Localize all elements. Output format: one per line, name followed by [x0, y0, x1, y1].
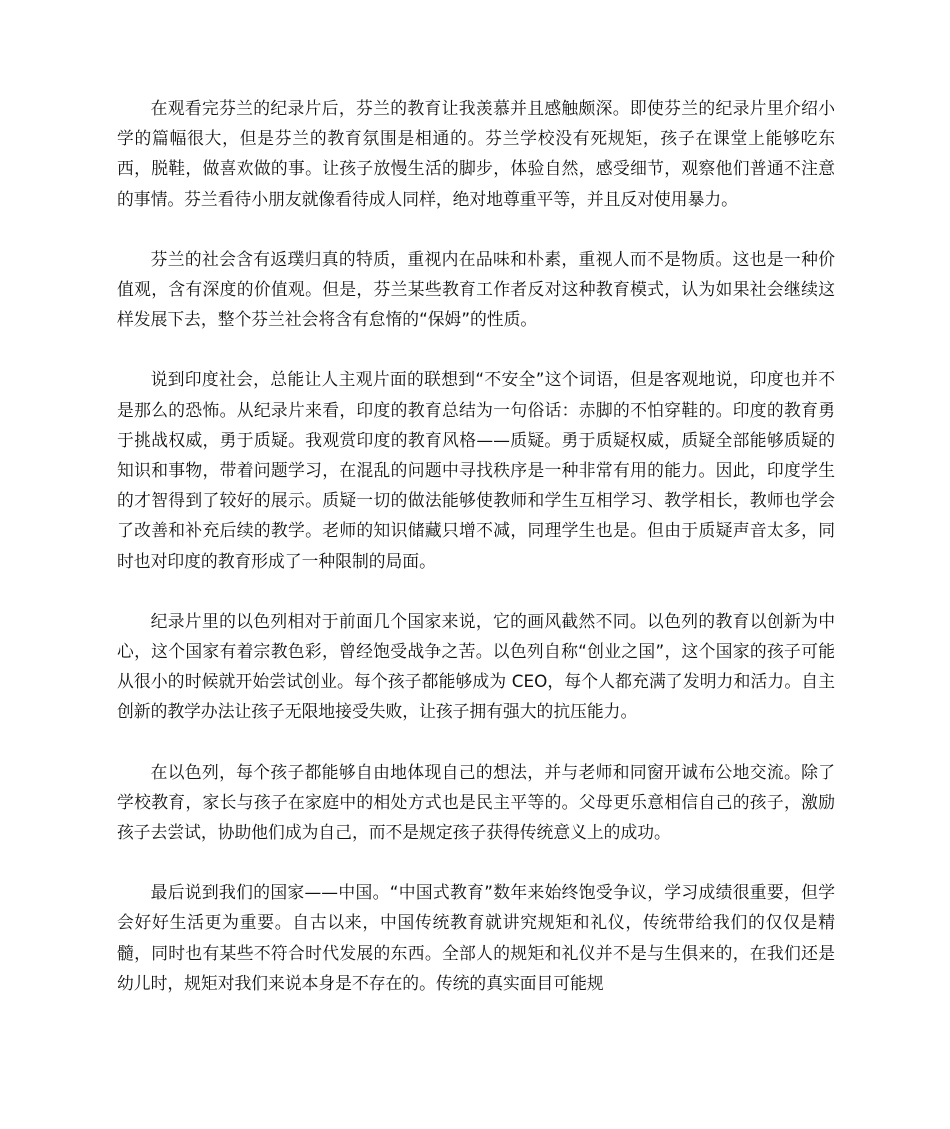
- paragraph-finland-education: 在观看完芬兰的纪录片后，芬兰的教育让我羡慕并且感触颇深。即使芬兰的纪录片里介绍小学的篇幅很大，但是芬兰的教育氛围是相通的。芬兰学校没有死规矩，孩子在课堂上能够吃东西，脱鞋，做喜欢做的事。让孩子放慢生活的脚步，体验自然，感受细节，观察他们普通不注意的事情。芬兰看待小朋友就像看待成人同样，绝对地尊重平等，并且反对使用暴力。: [117, 98, 835, 209]
- paragraph-india-education: 说到印度社会，总能让人主观片面的联想到“不安全”这个词语，但是客观地说，印度也并不是那么的恐怖。从纪录片来看，印度的教育总结为一句俗话：赤脚的不怕穿鞋的。印度的教育勇于挑战权威，勇于质疑。我观赏印度的教育风格——质疑。勇于质疑权威，质疑全部能够质疑的知识和事物，带着问题学习，在混乱的问题中寻找秩序是一种非常有用的能力。因此，印度学生的才智得到了较好的展示。质疑一切的做法能够使教师和学生互相学习、教学相长，教师也学会了改善和补充后续的教学。老师的知识储藏只增不减，同理学生也是。但由于质疑声音太多，同时也对印度的教育形成了一种限制的局面。: [117, 369, 835, 571]
- document-page: [117, 93, 835, 1028]
- paragraph-israel-education: 纪录片里的以色列相对于前面几个国家来说，它的画风截然不同。以色列的教育以创新为中心，这个国家有着宗教色彩，曾经饱受战争之苦。以色列自称“创业之国”，这个国家的孩子可能从很小的时候就开始尝试创业。每个孩子都能够成为 CEO，每个人都充满了发明力和活力。自主创新的教学办法让孩子无限地接受失败，让孩子拥有强大的抗压能力。: [117, 610, 835, 722]
- paragraph-finland-society: 芬兰的社会含有返璞归真的特质，重视内在品味和朴素，重视人而不是物质。这也是一种价值观，含有深度的价值观。但是，芬兰某些教育工作者反对这种教育模式，认为如果社会继续这样发展下去，整个芬兰社会将含有怠惰的“保姆”的性质。: [117, 248, 835, 330]
- paragraph-israel-family: 在以色列，每个孩子都能够自由地体现自己的想法，并与老师和同窗开诚布公地交流。除了学校教育，家长与孩子在家庭中的相处方式也是民主平等的。父母更乐意相信自己的孩子，激励孩子去尝试，协助他们成为自己，而不是规定孩子获得传统意义上的成功。: [117, 761, 835, 843]
- paragraph-china-education: 最后说到我们的国家——中国。“中国式教育”数年来始终饱受争议，学习成绩很重要，但学会好好生活更为重要。自古以来，中国传统教育就讲究规矩和礼仪，传统带给我们的仅仅是精髓，同时也有某些不符合时代发展的东西。全部人的规矩和礼仪并不是与生俱来的，在我们还是幼儿时，规矩对我们来说本身是不存在的。传统的真实面目可能规: [117, 882, 835, 993]
